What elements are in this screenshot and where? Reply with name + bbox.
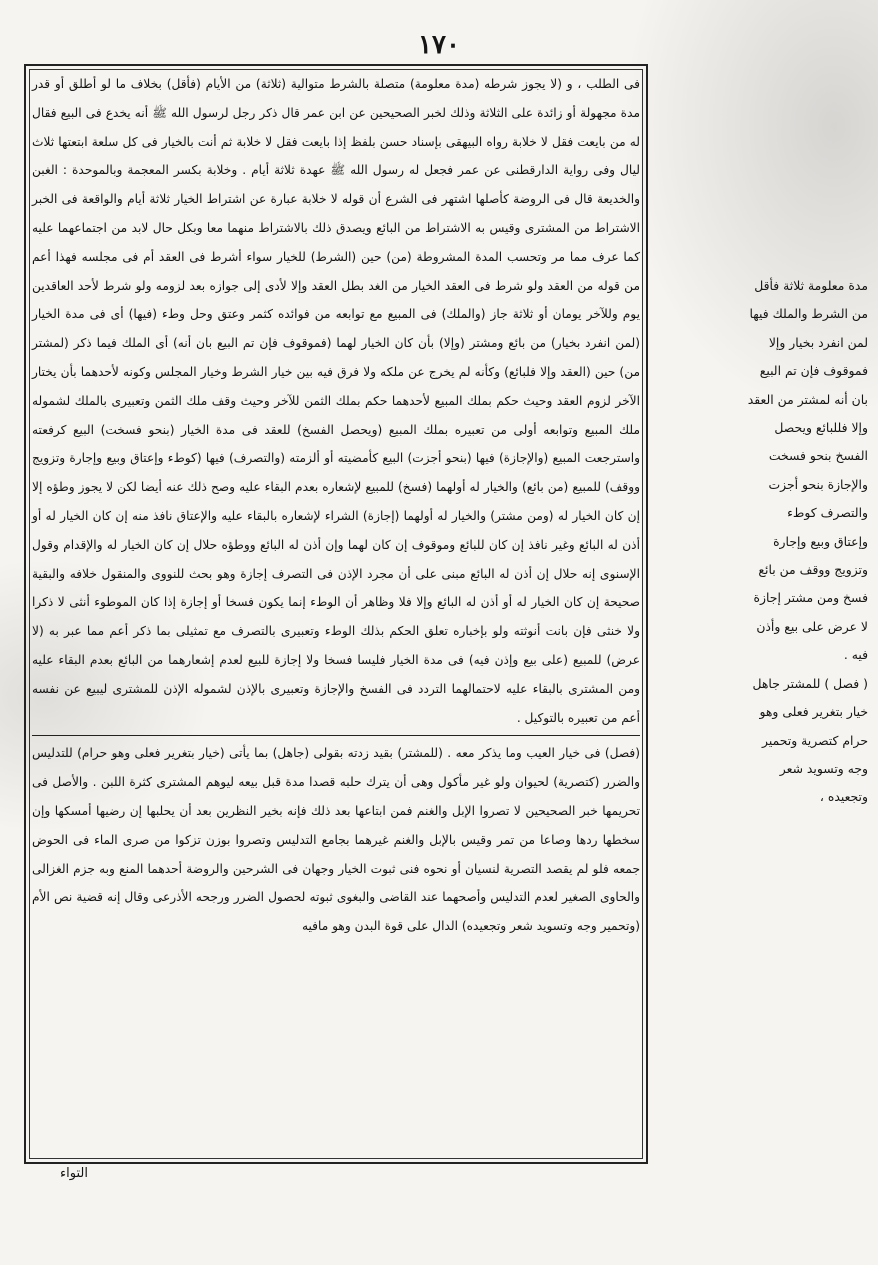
margin-line: فيه . [843, 647, 868, 663]
catchword: التواء [60, 1166, 88, 1181]
margin-line: بان أنه لمشتر من العقد [747, 391, 868, 407]
margin-line: والإجازة بنحو أجزت [768, 476, 868, 492]
margin-line: والتصرف كوطء [787, 505, 868, 521]
page-number: ١٧٠ [418, 30, 460, 60]
margin-line: لمن انفرد بخيار وإلا [768, 334, 868, 350]
margin-line: وتجعيده ، [819, 789, 868, 805]
margin-line: وإلا فللبائع ويحصل [774, 420, 868, 436]
margin-line: وتزويج ووقف من بائع [758, 562, 868, 578]
margin-line: الفسخ بنحو فسخت [768, 448, 868, 464]
margin-matn-text [656, 272, 868, 812]
margin-line: خيار بتغرير فعلى وهو [759, 704, 868, 720]
main-text-frame [24, 64, 648, 1164]
margin-line: وإعتاق وبيع وإجارة [773, 533, 868, 549]
margin-line: فموقوف فإن تم البيع [759, 363, 868, 379]
margin-line: فسخ ومن مشتر إجازة [753, 590, 868, 606]
section-divider [32, 735, 640, 736]
margin-line: لا عرض على بيع وأذن [756, 618, 868, 634]
margin-line: مدة معلومة ثلاثة فأقل [754, 278, 868, 293]
margin-line: وجه وتسويد شعر [779, 760, 868, 776]
margin-line: من الشرط والملك فيها [749, 306, 868, 322]
margin-line: حرام كتصرية وتحمير [762, 732, 868, 748]
margin-line: ( فصل ) للمشتر جاهل [752, 675, 868, 691]
commentary-paragraph-2: (فصل) فى خيار العيب وما يذكر معه . (للمشتر) بقيد زدته بقولى (جاهل) بما يأتى (خيار بتغرير فعلى وهو حرام) للتدليس والضرر (كتصرية) لحيوان ولو غير مأكول وهى أن يترك حلبه قصدا مدة قبل بيعه ليوهم المشترى كثرة اللبن . والأصل فى تحريمها خبر الصحيحين لا تصروا الإبل والغنم فمن ابتاعها بعد ذلك فإنه بخير النظرين بعد أن يحلبها إن رضيها أمسكها وإن سخطها ردها وصاعا من تمر وقيس بالإبل والغنم غيرهما بجامع التدليس وتصروا بوزن تزكوا من صرى الماء فى الحوض جمعه فلو لم يقصد التصرية لنسيان أو نحوه فنى ثبوت الخيار وجهان فى الشرحين والروضة أحدهما المنع وبه جزم الغزالى والحاوى الصغير لعدم التدليس وأصحهما عند القاضى والبغوى ثبوته لحصول الضرر ورجحه الأذرعى وقال إنه قضية نص الأم (وتحمير وجه وتسويد شعر وتجعيده) الدال على قوة البدن وهو مافيه [32, 746, 640, 934]
commentary-paragraph-1: فى الطلب ، و (لا يجوز شرطه (مدة معلومة) متصلة بالشرط متوالية (ثلاثة) من الأيام (فأقل) بخلاف ما لو أطلق أو قدر مدة مجهولة أو زائدة على الثلاثة وذلك لخبر الصحيحين عن ابن عمر قال ذكر رجل لرسول الله ﷺ أنه يخدع فى البيع فقال له من بايعت فقل لا خلابة رواه البيهقى بإسناد حسن بلفظ إذا بايعت فقل لا خلابة ثم أنت بالخيار فى كل سلعة ابتعتها ثلاث ليال وفى رواية الدارقطنى عن عمر فجعل له رسول الله ﷺ عهدة ثلاثة أيام . وخلابة بكسر المعجمة وبالموحدة : الغبن والخديعة قال فى الروضة كأصلها اشتهر فى الشرع أن قوله لا خلابة عبارة عن اشتراط الخيار ثلاثة أيام والواقعة فى الخبر الاشتراط من المشترى وقيس به الاشتراط من البائع ويصدق ذلك بالاشتراط منهما معا وبكل حال لابد من اجتماعهما عليه كما عرف مما مر وتحسب المدة المشروطة (من) حين (الشرط) للخيار سواء أشرط فى العقد أم فى مجلسه فهذا أعم من قوله من العقد ولو شرط فى العقد الخيار من الغد بطل العقد وإلا لأدى إلى جوازه بعد لزومه ولو شرط لأحد العاقدين يوم وللآخر يومان أو ثلاثة جاز (والملك) فى المبيع مع توابعه من فوائده كثمر وعتق وحل وطء (فيها) أى فى مدة الخيار (لمن انفرد بخيار) من بائع ومشتر (وإلا) بأن كان الخيار لهما (فموقوف فإن تم البيع بان أنه) أى الملك فيما ذكر (لمشتر من) حين (العقد وإلا فلبائع) وكأنه لم يخرج عن ملكه ولا فرق فيه بين خيار الشرط وخيار المجلس وكونه لأحدهما بأن يختار الآخر لزوم العقد وحيث حكم بملك المبيع لأحدهما حكم بملك الثمن للآخر وحيث وقف ملك الثمن وتعبيرى بالملك لشموله ملك المبيع وتوابعه أولى من تعبيره بملك المبيع (ويحصل الفسخ) للعقد فى مدة الخيار (بنحو فسخت) البيع كرفعته واسترجعت المبيع (والإجازة) فيها (بنحو أجزت) البيع كأمضيته أو ألزمته (والتصرف) فيها (كوطء وإعتاق وبيع وإجارة وتزويج ووقف) للمبيع (من بائع) والخيار له أولهما (فسخ) للمبيع لإشعاره بعدم البقاء عليه وصح ذلك عنه أيضا لكن لا يجوز وطؤه إلا إن كان الخيار له (ومن مشتر) والخيار له أولهما (إجازة) الشراء لإشعاره بالبقاء عليه والإعتاق نافذ منه إن كان الخيار له أو أذن له البائع وغير نافذ إن كان للبائع وموقوف إن كان لهما وإن أذن له البائع ووطؤه حلال إن كان الخيار له والإقدام وقول الإسنوى إنه حلال إن أذن له البائع مبنى على أن مجرد الإذن فى التصرف إجازة وهو بحث للنووى والمنقول خلافه والبقية صحيحة إن كان الخيار له أو أذن له البائع وإلا فلا وظاهر أن الوطء إنما يكون فسخا أو إجازة إذا كان الموطوء أنثى لا ذكرا ولا خنثى فإن بانت أنوثته ولو بإخباره تعلق الحكم بذلك الوطء وتعبيرى بالتصرف مع تمثيلى بما ذكر أعم مما عبر به (لا عرض) للمبيع (على بيع وإذن فيه) فى مدة الخيار فليسا فسخا ولا إجازة للبيع لعدم إشعارهما من البائع بعدم البقاء عليه ومن المشترى بالبقاء عليه لاحتمالهما التردد فى الفسخ والإجازة وتعبيرى بالإذن لشموله الإذن للمشترى ليبيع عن نفسه أعم من تعبيره بالتوكيل . [32, 77, 640, 725]
